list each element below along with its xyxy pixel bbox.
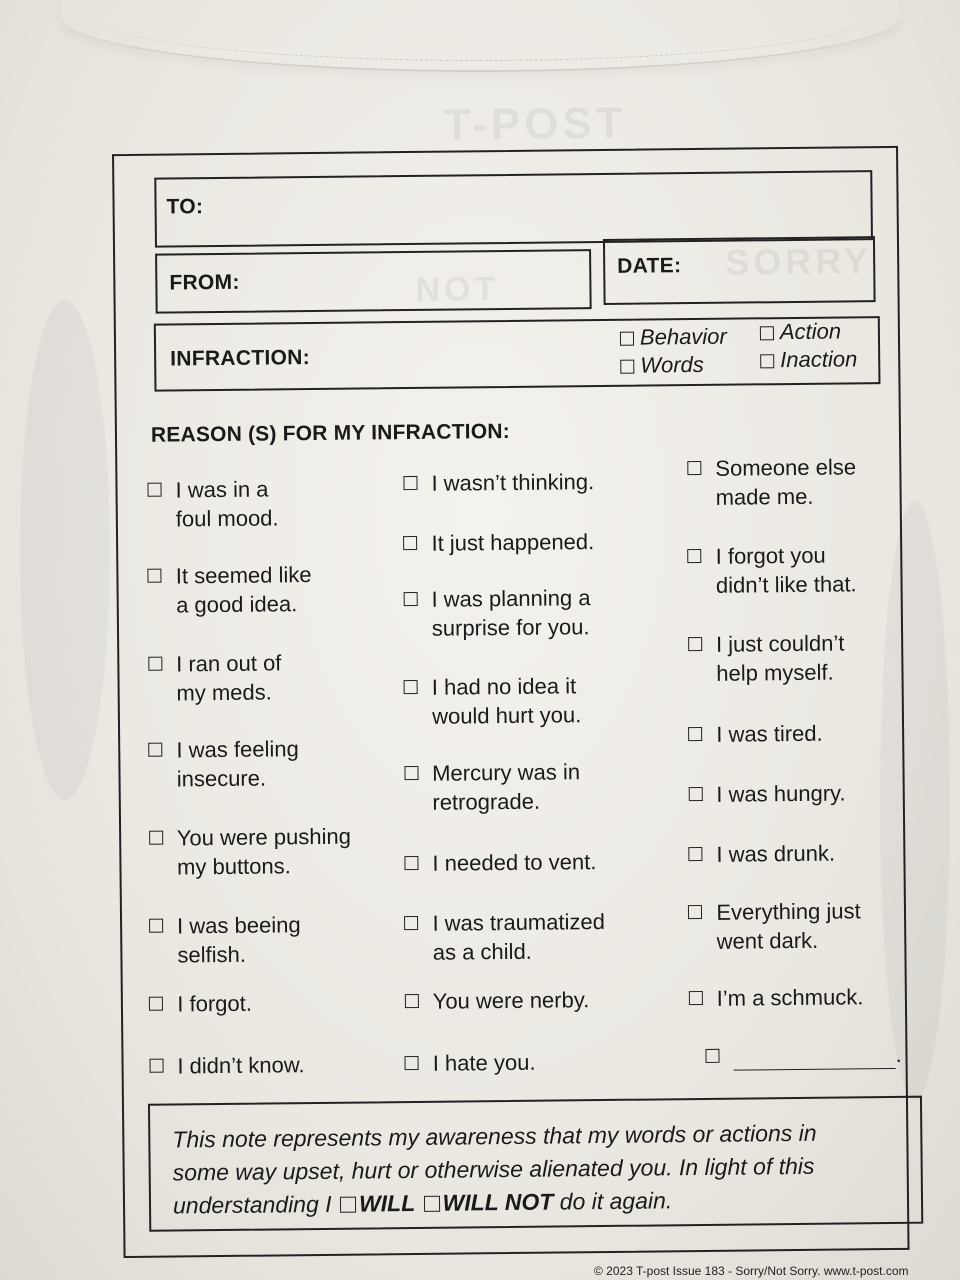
reason-text: I was in a [175, 476, 269, 503]
checkbox-icon [688, 549, 702, 563]
commitment-note [148, 1096, 923, 1232]
reason-option[interactable] [149, 989, 252, 1019]
reason-text: as a child. [432, 938, 532, 965]
reason-text: I just couldn’t [715, 630, 845, 657]
checkbox-icon [149, 1059, 163, 1073]
checkbox-icon [404, 680, 418, 694]
will-not-checkbox-icon[interactable] [424, 1196, 440, 1212]
checkbox-icon [760, 354, 774, 368]
to-field[interactable] [154, 170, 873, 248]
checkbox-icon [405, 994, 419, 1008]
reason-option[interactable] [405, 1048, 536, 1078]
reason-text: I was hungry. [716, 780, 846, 807]
checkbox-icon [688, 637, 702, 651]
checkbox-icon [405, 1056, 419, 1070]
reason-option[interactable] [689, 982, 864, 1013]
reason-text: You were pushing [176, 823, 352, 851]
checkbox-icon [149, 831, 163, 845]
reason-option[interactable] [147, 474, 278, 533]
infraction-label: INFRACTION: [170, 346, 311, 371]
reason-text: Everything just [716, 898, 861, 925]
checkbox-icon [404, 916, 418, 930]
checkbox-icon [403, 592, 417, 606]
reason-option[interactable] [688, 896, 861, 956]
checkbox-icon [403, 476, 417, 490]
reason-text: I was tired. [716, 720, 823, 747]
reason-text: I didn’t know. [177, 1052, 305, 1079]
reason-blank-option[interactable]: . [705, 1040, 901, 1071]
checkbox-icon [760, 326, 774, 340]
will-not-option: WILL NOT [442, 1188, 554, 1216]
to-label: TO: [166, 195, 204, 219]
reason-text: It just happened. [431, 529, 595, 556]
reason-option[interactable] [404, 907, 605, 967]
reason-option[interactable] [149, 910, 301, 970]
reason-option[interactable] [403, 467, 594, 498]
reason-option[interactable] [148, 734, 299, 794]
reason-option[interactable] [687, 452, 856, 512]
checkbox-icon [688, 787, 702, 801]
reason-option[interactable] [403, 527, 594, 558]
reason-text: You were nerby. [432, 987, 590, 1014]
checkbox-icon [688, 847, 702, 861]
reason-text: I had no idea it [431, 673, 577, 700]
infraction-form [112, 98, 910, 1258]
reason-text: I’m a schmuck. [716, 984, 864, 1011]
checkbox-icon [688, 905, 702, 919]
reason-text: didn’t like that. [715, 571, 857, 598]
footer-credit: © 2023 T-post Issue 183 - Sorry/Not Sorry. www.t-post.com [594, 1264, 909, 1278]
reason-text: help myself. [716, 659, 834, 686]
reason-text: my buttons. [176, 853, 291, 880]
reason-option[interactable] [404, 757, 581, 817]
reason-option[interactable] [404, 671, 582, 731]
reason-text: would hurt you. [431, 702, 582, 729]
blank-write-in-line[interactable] [733, 1048, 895, 1071]
reason-option[interactable] [149, 822, 352, 882]
will-checkbox-icon[interactable] [340, 1197, 356, 1213]
reason-text: my meds. [176, 679, 272, 706]
show-through-print: SORRY [724, 240, 873, 283]
reason-text: It seemed like [175, 562, 312, 589]
reason-text: I hate you. [432, 1049, 536, 1076]
reason-option[interactable] [148, 560, 312, 620]
infraction-option-action[interactable]: Action [760, 318, 841, 345]
reason-option[interactable] [405, 985, 590, 1016]
reason-text: Mercury was in [431, 759, 581, 786]
checkbox-icon [404, 766, 418, 780]
checkbox-icon [403, 536, 417, 550]
checkbox-icon [620, 332, 634, 346]
reason-text: Someone else [715, 454, 857, 481]
reason-option[interactable] [688, 540, 857, 600]
reason-option[interactable] [404, 847, 596, 878]
checkbox-icon [687, 461, 701, 475]
reason-text: a good idea. [176, 591, 298, 618]
reason-text: I wasn’t thinking. [431, 469, 595, 496]
show-through-print: T-POST [443, 98, 627, 150]
reason-text: retrograde. [432, 788, 541, 815]
reason-text: selfish. [177, 941, 247, 968]
infraction-option-words[interactable]: Words [620, 352, 704, 379]
fabric-wrinkle [20, 300, 110, 800]
note-line-3: understanding I WILL WILL NOT do it again. [172, 1187, 673, 1219]
reason-text: surprise for you. [431, 614, 590, 641]
reason-text: made me. [715, 483, 814, 510]
date-label: DATE: [617, 254, 682, 278]
reason-text: I was planning a [431, 585, 591, 612]
note-line-1: This note represents my awareness that my words or actions in [172, 1119, 817, 1153]
checkbox-icon [149, 997, 163, 1011]
reason-text: I forgot. [177, 990, 253, 1017]
reason-text: I forgot you [715, 542, 826, 569]
reason-text: foul mood. [175, 505, 279, 532]
will-option: WILL [358, 1189, 416, 1217]
show-through-print: NOT [415, 270, 500, 309]
checkbox-icon [147, 483, 161, 497]
checkbox-icon [148, 569, 162, 583]
checkbox-icon [149, 919, 163, 933]
reason-option[interactable] [688, 719, 823, 749]
reason-text: I was drunk. [716, 840, 836, 867]
reason-option[interactable] [403, 583, 591, 643]
checkbox-icon [148, 743, 162, 757]
infraction-option-behavior[interactable]: Behavior [620, 324, 727, 351]
reason-text: I was traumatized [432, 908, 606, 936]
reason-option[interactable] [688, 839, 835, 870]
reason-text: insecure. [176, 765, 267, 792]
reason-text: I ran out of [176, 650, 282, 677]
reason-option[interactable] [149, 1050, 304, 1081]
reason-option[interactable] [688, 628, 845, 688]
from-label: FROM: [169, 270, 240, 295]
reason-option[interactable] [688, 778, 846, 809]
checkbox-icon [620, 360, 634, 374]
infraction-option-inaction[interactable]: Inaction [760, 346, 857, 373]
reason-text: I needed to vent. [432, 849, 597, 876]
checkbox-icon [689, 991, 703, 1005]
note-line-2: some way upset, hurt or otherwise alienated you. In light of this [172, 1152, 815, 1186]
checkbox-icon [705, 1049, 719, 1063]
reason-text: I was feeling [176, 736, 299, 763]
reasons-title: REASON (S) FOR MY INFRACTION: [150, 419, 510, 447]
checkbox-icon [148, 657, 162, 671]
reason-text: I was beeing [176, 912, 301, 939]
reason-text: went dark. [716, 927, 819, 954]
reason-option[interactable] [148, 648, 282, 707]
checkbox-icon [688, 727, 702, 741]
checkbox-icon [404, 856, 418, 870]
